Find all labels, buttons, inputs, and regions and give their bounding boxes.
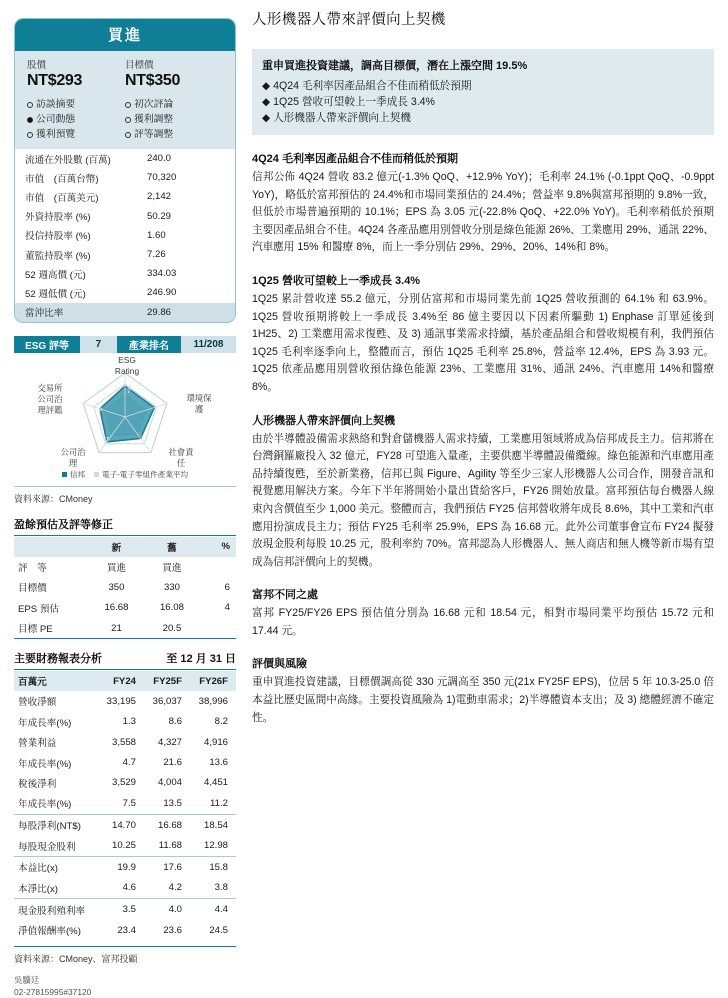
cell-new: 21: [111, 622, 122, 634]
row-label: 評 等: [18, 562, 47, 574]
row-label: 目標價: [18, 583, 47, 595]
summary-highlight-box: [252, 49, 714, 135]
section-heading: 人形機器人帶來評價向上契機: [252, 414, 395, 427]
financials-section-title: [14, 650, 236, 670]
row-label: 營業利益: [18, 738, 57, 750]
report-type-option[interactable]: [125, 97, 223, 112]
current-price-label: 股價: [27, 60, 47, 71]
column-header: FY25F: [144, 671, 190, 691]
row-label: 淨值報酬率(%): [18, 926, 81, 937]
stat-key: 外資持股率 (%): [25, 212, 91, 224]
report-type-option[interactable]: [125, 112, 223, 127]
table-row: [14, 814, 236, 835]
cell-fy25f: 21.6: [163, 757, 182, 768]
cell-new: 350: [108, 581, 125, 593]
cell-fy26f: 8.2: [214, 716, 228, 728]
table-row: [14, 835, 236, 855]
radio-icon[interactable]: [27, 102, 33, 108]
row-label: 目標 PE: [18, 624, 53, 635]
table-row: [14, 752, 236, 772]
esg-rating-label: ESG 評等: [14, 336, 80, 353]
page-title: 人形機器人帶來評價向上契機: [252, 12, 446, 28]
cell-old: 20.5: [162, 622, 182, 634]
summary-bullet: ◆ 4Q24 毛利率因產品組合不佳而稍低於預期: [262, 80, 472, 92]
option-label: 訪談摘要: [36, 99, 76, 110]
table-row: [15, 207, 235, 226]
cell-fy24: 3,529: [111, 777, 136, 789]
option-label: 獲利預覽: [36, 129, 76, 140]
table-row: [14, 878, 236, 898]
radio-icon[interactable]: [27, 132, 33, 138]
key-stats-table: [15, 149, 235, 322]
legend-label: 電子-電子零組件產業平均: [102, 469, 189, 479]
rating-banner: 買進: [15, 19, 235, 51]
esg-rating-value: 7: [80, 336, 117, 353]
financials-source-note: 資料來源：CMoney、富邦投顧: [14, 946, 236, 965]
section-body: 由於半導體設備需求熱絡和對倉儲機器人需求持續，工業應用領域將成為信邦成長主力。信邦將在台灣銅羅廠投入 32 億元，FY28 可望進入量產，主要供應半導體設備纜線。綠色能源和汽車應用產品持續復甦，至於新業務，信邦已與 Figure、Agility 等至少三家人形機器人公司合作，開發音訊和視覺應用解決方案。今年下半年將開始小量出貨給客戶，FY26 開始放量。富邦預估每台機器人線束內含價值至少 1,000 美元。整體而言，我們預估 FY25 信邦營收將年成長 8.6%，其中工業和汽車應用扮演成長主力；預估 FY25 毛利率 25.9%，EPS 為 16.68 元。此外公司董事會宣布 FY24 擬發放現金股利每股 10.25 元，股利率約 70%。富邦認為人形機器人、無人商店和無人機等新市場有望成為信邦評價向上的契機。: [252, 432, 714, 568]
cell-fy26f: 3.8: [214, 882, 228, 894]
row-label: 本淨比(x): [18, 883, 58, 895]
legend-label: 信邦: [69, 469, 86, 479]
cell-fy26f: 4.4: [214, 904, 228, 916]
cell-old: 16.08: [159, 602, 184, 614]
radar-axis-label-environment: 環境保 護: [186, 392, 212, 414]
cell-fy26f: 12.98: [203, 840, 228, 851]
column-header: FY24: [98, 671, 144, 691]
stat-key: 當沖比率: [15, 303, 147, 322]
column-header: %: [200, 537, 236, 557]
report-body: [252, 8, 714, 727]
cell-fy25f: 4,004: [157, 777, 182, 789]
left-sidebar: [14, 18, 236, 998]
radio-icon[interactable]: [125, 117, 131, 123]
cell-fy26f: 4,916: [203, 736, 228, 748]
cell-fy25f: 4.2: [168, 882, 182, 894]
summary-headline: 重申買進投資建議，調高目標價，潛在上漲空間 19.5%: [262, 60, 528, 72]
report-type-option[interactable]: [27, 112, 125, 127]
radio-icon[interactable]: [125, 132, 131, 138]
table-row: [15, 303, 235, 322]
section-heading: 評價與風險: [252, 658, 307, 671]
summary-bullet: ◆ 人形機器人帶來評價向上契機: [262, 112, 411, 124]
column-header: 舊: [144, 537, 200, 557]
table-row: [14, 773, 236, 793]
cell-fy25f: 4,327: [157, 736, 182, 748]
stat-value: 7.26: [147, 249, 166, 261]
radar-axis-label-social: 社會責 任: [168, 446, 194, 468]
radar-axis-label-governance: 公司治 理: [60, 446, 86, 468]
radar-point-label: 6: [138, 431, 142, 439]
stat-value: 70,320: [147, 172, 177, 184]
radar-title-line1: ESG: [118, 354, 136, 365]
report-type-option[interactable]: [27, 97, 125, 112]
row-label: 每股現金股利: [18, 841, 76, 853]
row-label: 稅後淨利: [18, 778, 57, 790]
table-row: [14, 793, 236, 813]
table-row: [15, 149, 235, 168]
revision-section-title: [14, 516, 236, 536]
stat-key: 52 週高價 (元): [25, 269, 86, 281]
table-row: [15, 226, 235, 245]
cell-old: 330: [163, 581, 180, 593]
table-row: [15, 283, 235, 302]
section-heading: 4Q24 毛利率因產品組合不佳而稍低於預期: [252, 153, 458, 165]
cell-fy26f: 11.2: [210, 797, 228, 809]
radar-axis-label-esg-rating: [102, 355, 152, 377]
section-body: 1Q25 累計營收達 55.2 億元，分別佔富邦和市場同業先前 1Q25 營收預測的 64.1% 和 63.9%。1Q25 營收預期將較上一季成長 3.4%至 86 億主要因以下因素所驅動 1) Enphase 訂單延後到 1H25、2) 工業應用需求復甦、及 3) 通訊事業需求持續，基於產品組合和營收規模有利，我們預估 1Q25 毛利率逐季向上，整體而言，預估 1Q25 毛利率 25.8%，營益率 12.4%，EPS 為 3.93 元。1Q25 依產品應用別營收預估綠色能源 23%、工業應用 31%、通訊 24%、汽車應用 14%和醫療 8%。: [252, 292, 714, 393]
cell-fy26f: 13.6: [209, 757, 228, 768]
target-price-label: 目標價: [125, 60, 154, 71]
row-label: 年成長率(%): [18, 717, 72, 729]
cell-fy24: 3,558: [111, 736, 136, 748]
option-label: 公司動態: [36, 114, 76, 125]
esg-radar-chart: [14, 355, 236, 473]
current-price-cell: [27, 57, 125, 90]
table-row: [14, 618, 236, 639]
cell-fy24: 19.9: [117, 861, 136, 873]
report-type-option[interactable]: [125, 127, 223, 142]
cell-fy25f: 36,037: [152, 695, 182, 707]
row-label: 現金股利殖利率: [18, 905, 86, 917]
column-header: 新: [89, 537, 145, 557]
price-block: [15, 51, 235, 97]
cell-fy26f: 15.8: [209, 861, 228, 873]
cell-new: 買進: [106, 562, 127, 574]
cell-fy24: 14.70: [111, 819, 136, 831]
radar-point-label: 7: [105, 436, 109, 444]
column-header: FY26F: [190, 671, 236, 691]
cell-fy25f: 4.0: [168, 904, 182, 916]
cell-fy25f: 13.5: [163, 797, 182, 809]
cell-new: 16.68: [104, 602, 129, 614]
stat-key: 流通在外股數 (百萬): [25, 154, 111, 166]
table-row: [15, 168, 235, 187]
cell-fy25f: 11.68: [158, 840, 182, 851]
target-price-cell: [125, 57, 223, 90]
industry-rank-label: 產業排名: [117, 336, 181, 353]
row-label: 年成長率(%): [18, 799, 72, 811]
quote-card: [14, 18, 236, 323]
cell-fy24: 10.25: [111, 840, 136, 851]
cell-old: 買進: [162, 562, 182, 574]
esg-source-note: 資料來源：CMoney: [14, 486, 236, 505]
stat-value: 334.03: [147, 268, 177, 280]
table-row: [14, 577, 236, 597]
report-type-right-column: [125, 97, 223, 142]
stat-value: 2,142: [147, 191, 172, 203]
current-price-value: NT$293: [27, 72, 83, 89]
cell-fy26f: 38,996: [198, 695, 228, 707]
table-row: [14, 899, 236, 920]
stat-key: 市值 (百萬美元): [25, 192, 99, 204]
row-label: EPS 預估: [18, 603, 60, 615]
cell-fy24: 3.5: [122, 904, 136, 916]
cell-pct: 4: [224, 602, 230, 614]
cell-fy26f: 24.5: [209, 924, 228, 936]
financials-period-text: 至 12 月 31 日: [166, 653, 236, 666]
row-label: 每股淨利(NT$): [18, 821, 81, 833]
report-type-left-column: [27, 97, 125, 142]
cell-fy24: 4.6: [122, 882, 136, 894]
analyst-info: [14, 974, 236, 998]
stat-key: 董監持股率 (%): [25, 250, 91, 262]
cell-fy24: 33,195: [106, 695, 136, 707]
cell-fy26f: 4,451: [203, 777, 228, 789]
column-header: 百萬元: [14, 671, 98, 691]
radio-icon-selected[interactable]: [27, 117, 33, 123]
esg-summary-bar: [14, 336, 236, 353]
cell-fy25f: 8.6: [168, 716, 182, 728]
table-row: [15, 264, 235, 283]
revision-title-text: 盈餘預估及評等修正: [14, 518, 113, 531]
column-header: [14, 537, 89, 557]
cell-pct: [200, 557, 236, 577]
cell-fy24: 1.3: [122, 716, 136, 728]
option-label: 初次評論: [134, 99, 174, 110]
radar-point-label: 7: [127, 387, 131, 395]
section-body: 富邦 FY25/FY26 EPS 預估值分別為 16.68 元和 18.54 元，相對市場同業平均預估 15.72 元和 17.44 元。: [252, 607, 714, 637]
table-row: [14, 597, 236, 617]
stat-value: 1.60: [147, 229, 166, 241]
option-label: 評等調整: [134, 129, 174, 140]
report-type-options: [15, 97, 235, 149]
cell-pct: 6: [224, 581, 230, 593]
analyst-name: 吳驥廷: [14, 975, 40, 986]
table-row: [15, 187, 235, 206]
cell-pct: [200, 618, 236, 639]
table-row: [14, 691, 236, 711]
table-row: [14, 857, 236, 878]
radar-point-label: 7: [155, 404, 159, 412]
stat-value: 246.90: [147, 287, 177, 299]
table-header-row: [14, 671, 236, 691]
table-row: [14, 557, 236, 577]
stat-value: 240.0: [147, 153, 172, 165]
analyst-phone: 02-27815995#37120: [14, 987, 92, 998]
table-row: [14, 920, 236, 940]
stat-value: 50.29: [147, 210, 172, 222]
table-row: [15, 245, 235, 264]
table-row: [14, 732, 236, 752]
report-type-option[interactable]: [27, 127, 125, 142]
table-row: [14, 712, 236, 732]
stat-key: 投信持股率 (%): [25, 231, 91, 243]
stat-key: 市值 (百萬台幣): [25, 173, 99, 185]
row-label: 本益比(x): [18, 863, 58, 875]
stat-value: 29.86: [147, 303, 235, 322]
radio-icon[interactable]: [125, 102, 131, 108]
section-body: 重申買進投資建議，目標價調高從 330 元調高至 350 元(21x FY25F EPS)，位居 5 年 10.3-25.0 倍本益比歷史區間中高緣。主要投資風險為 1)電動車需求；2)半導體資本支出；及 3) 總體經濟不確定性。: [252, 676, 714, 724]
section-body: 信邦公佈 4Q24 營收 83.2 億元(-1.3% QoQ、+12.9% YoY)；毛利率 24.1% (-0.1ppt QoQ、-0.9ppt YoY)，略低於富邦預估的 24.4%和市場同業預估的 24.4%；營益率 9.8%與富邦預期的 9.8%一致，但低於市場普遍預期的 10.1%；EPS 為 3.05 元(-22.8% QoQ、+22.0% YoY)。毛利率稍低於預期主要因產品組合不佳。4Q24 各產品應用別營收分別是綠色能源 26%、工業應用 29%、通訊 22%、汽車應用 15% 和醫療 8%，而上一季分別佔 29%、29%、20%、14%和 8%。: [252, 171, 714, 254]
stat-key: 52 週低價 (元): [25, 288, 86, 300]
cell-fy24: 4.7: [122, 757, 136, 768]
cell-fy24: 23.4: [117, 924, 136, 936]
cell-fy25f: 16.68: [157, 819, 182, 831]
earnings-revision-table: [14, 537, 236, 640]
section-heading: 富邦不同之處: [252, 589, 318, 602]
row-label: 年成長率(%): [18, 758, 72, 770]
row-label: 營收淨額: [18, 697, 57, 709]
cell-fy25f: 23.6: [163, 924, 182, 936]
table-header-row: [14, 537, 236, 557]
financial-summary-table: [14, 671, 236, 940]
target-price-value: NT$350: [125, 72, 181, 89]
cell-fy25f: 17.6: [163, 861, 182, 873]
financials-title-text: 主要財務報表分析: [14, 653, 102, 666]
cell-fy24: 7.5: [122, 797, 136, 809]
summary-bullet: ◆ 1Q25 營收可望較上一季成長 3.4%: [262, 96, 435, 108]
radar-point-label: 6: [98, 405, 102, 413]
industry-rank-value: 11/208: [181, 336, 236, 353]
option-label: 獲利調整: [134, 114, 174, 125]
section-heading: 1Q25 營收可望較上一季成長 3.4%: [252, 274, 421, 287]
radar-axis-label-exchange-governance: 交易所 公司治 理評鑑: [37, 382, 63, 415]
radar-title-line2: Rating: [114, 365, 140, 376]
cell-fy26f: 18.54: [203, 819, 228, 831]
